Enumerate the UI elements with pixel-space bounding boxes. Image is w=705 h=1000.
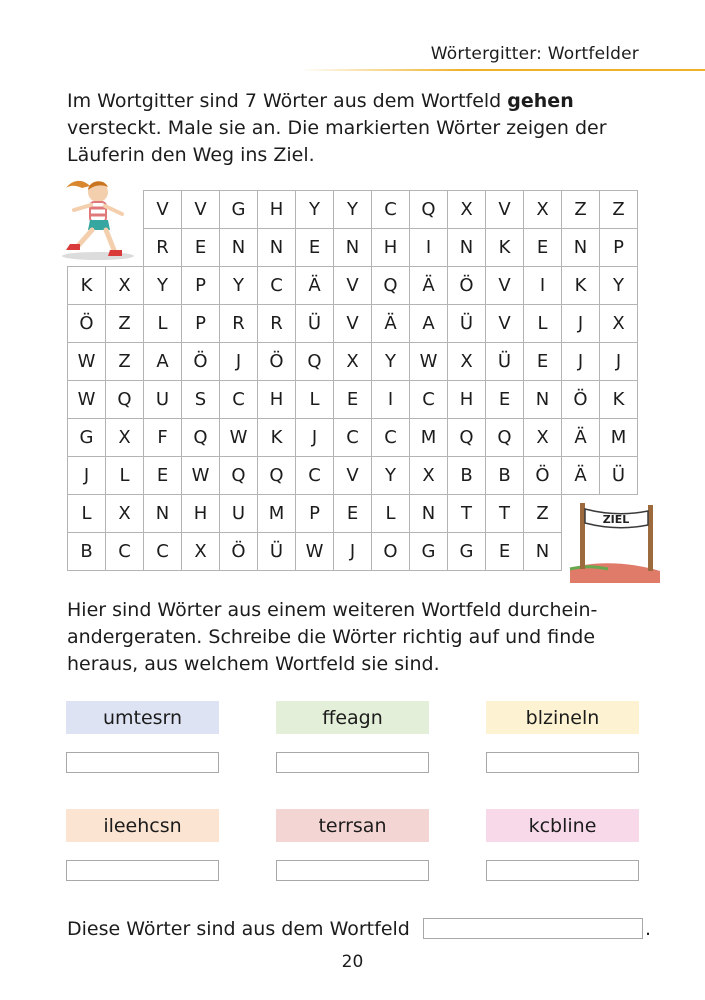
task2-line-3: heraus, aus welchem Wortfeld sie sind. — [67, 653, 440, 675]
grid-letter-cell[interactable]: P — [182, 305, 220, 343]
grid-letter-cell[interactable]: V — [334, 457, 372, 495]
grid-letter-cell[interactable]: Ä — [562, 457, 600, 495]
grid-letter-cell[interactable]: V — [334, 267, 372, 305]
grid-letter-cell[interactable]: G — [448, 533, 486, 571]
grid-letter-cell[interactable]: Ö — [448, 267, 486, 305]
grid-letter-cell[interactable]: Ä — [410, 267, 448, 305]
grid-letter-cell[interactable]: S — [182, 381, 220, 419]
grid-letter-cell[interactable]: N — [144, 495, 182, 533]
grid-letter-cell[interactable]: K — [486, 229, 524, 267]
grid-letter-cell[interactable]: Ö — [68, 305, 106, 343]
task1-line-3: Läuferin den Weg ins Ziel. — [67, 144, 315, 166]
grid-letter-cell[interactable]: B — [486, 457, 524, 495]
grid-letter-cell[interactable]: N — [220, 229, 258, 267]
grid-letter-cell[interactable]: X — [334, 343, 372, 381]
scrambled-word-5: terrsan — [276, 809, 429, 842]
grid-letter-cell[interactable]: W — [410, 343, 448, 381]
grid-letter-cell[interactable]: R — [220, 305, 258, 343]
task1-text: Im Wortgitter sind — [67, 90, 245, 112]
finish-sign-label: ZIEL — [602, 513, 630, 526]
grid-letter-cell[interactable]: Ü — [486, 343, 524, 381]
grid-letter-cell[interactable]: Ö — [562, 381, 600, 419]
grid-letter-cell[interactable]: Z — [524, 495, 562, 533]
grid-letter-cell[interactable]: E — [144, 457, 182, 495]
grid-letter-cell[interactable]: W — [182, 457, 220, 495]
grid-letter-cell[interactable]: B — [448, 457, 486, 495]
grid-letter-cell[interactable]: L — [372, 495, 410, 533]
grid-letter-cell[interactable]: E — [524, 229, 562, 267]
grid-letter-cell[interactable]: L — [524, 305, 562, 343]
grid-letter-cell[interactable]: C — [296, 457, 334, 495]
answer-field-2[interactable] — [276, 752, 429, 773]
grid-letter-cell[interactable]: I — [524, 267, 562, 305]
grid-row — [68, 267, 638, 305]
finish-line-illustration — [568, 497, 662, 583]
grid-letter-cell[interactable]: N — [562, 229, 600, 267]
grid-letter-cell[interactable]: J — [220, 343, 258, 381]
grid-letter-cell[interactable]: C — [220, 381, 258, 419]
grid-letter-cell[interactable]: Z — [600, 191, 638, 229]
grid-letter-cell[interactable]: V — [182, 191, 220, 229]
grid-letter-cell[interactable]: C — [258, 267, 296, 305]
closing-sentence: Diese Wörter sind aus dem Wortfeld — [67, 918, 410, 940]
grid-letter-cell[interactable]: K — [68, 267, 106, 305]
grid-letter-cell[interactable]: F — [144, 419, 182, 457]
answer-field-4[interactable] — [66, 860, 219, 881]
grid-row — [68, 457, 638, 495]
grid-letter-cell[interactable]: E — [334, 381, 372, 419]
grid-letter-cell[interactable]: H — [258, 191, 296, 229]
grid-letter-cell[interactable]: Ü — [448, 305, 486, 343]
grid-letter-cell[interactable]: R — [258, 305, 296, 343]
word-count: 7 — [244, 90, 257, 112]
grid-letter-cell[interactable]: E — [334, 495, 372, 533]
grid-letter-cell[interactable]: H — [182, 495, 220, 533]
grid-letter-cell[interactable]: J — [562, 305, 600, 343]
grid-letter-cell[interactable]: Y — [372, 457, 410, 495]
grid-letter-cell[interactable]: Ä — [296, 267, 334, 305]
grid-letter-cell[interactable]: Z — [562, 191, 600, 229]
grid-empty-cell — [106, 229, 144, 267]
grid-letter-cell[interactable]: C — [372, 419, 410, 457]
grid-empty-cell — [68, 191, 106, 229]
grid-letter-cell[interactable]: V — [486, 191, 524, 229]
grid-letter-cell[interactable]: L — [106, 457, 144, 495]
grid-letter-cell[interactable]: E — [524, 343, 562, 381]
grid-row — [68, 381, 638, 419]
closing-period: . — [645, 918, 652, 940]
answer-field-6[interactable] — [486, 860, 639, 881]
grid-letter-cell[interactable]: Y — [144, 267, 182, 305]
scrambled-word-2: ffeagn — [276, 701, 429, 734]
word-search-grid — [67, 190, 638, 571]
task2-line-1: Hier sind Wörter aus einem weiteren Wortfeld durchein- — [67, 599, 598, 621]
grid-letter-cell[interactable]: V — [144, 191, 182, 229]
wortfeld-keyword: gehen — [507, 90, 574, 112]
grid-letter-cell[interactable]: J — [562, 343, 600, 381]
grid-letter-cell[interactable]: E — [296, 229, 334, 267]
grid-letter-cell[interactable]: X — [448, 343, 486, 381]
grid-letter-cell[interactable]: P — [296, 495, 334, 533]
grid-letter-cell[interactable]: C — [144, 533, 182, 571]
grid-letter-cell[interactable]: E — [486, 533, 524, 571]
grid-letter-cell[interactable]: Ä — [562, 419, 600, 457]
wortfeld-answer-field[interactable] — [423, 918, 643, 939]
grid-letter-cell[interactable]: Q — [372, 267, 410, 305]
answer-field-1[interactable] — [66, 752, 219, 773]
grid-letter-cell[interactable]: N — [258, 229, 296, 267]
page-number: 20 — [341, 952, 364, 972]
grid-letter-cell[interactable]: U — [220, 495, 258, 533]
grid-letter-cell[interactable]: X — [106, 419, 144, 457]
grid-letter-cell[interactable]: M — [258, 495, 296, 533]
grid-letter-cell[interactable]: Ö — [220, 533, 258, 571]
task1-line-2: versteckt. Male sie an. Die markierten Wörter zeigen der — [67, 117, 607, 139]
grid-letter-cell[interactable]: U — [144, 381, 182, 419]
grid-empty-cell — [106, 191, 144, 229]
grid-letter-cell[interactable]: Y — [600, 267, 638, 305]
grid-letter-cell[interactable]: M — [600, 419, 638, 457]
grid-letter-cell[interactable]: Y — [334, 191, 372, 229]
scrambled-word-1: umtesrn — [66, 701, 219, 734]
page-header-title: Wörtergitter: Wortfelder — [430, 44, 639, 64]
grid-letter-cell[interactable]: H — [372, 229, 410, 267]
grid-letter-cell[interactable]: N — [334, 229, 372, 267]
grid-letter-cell[interactable]: Ü — [258, 533, 296, 571]
grid-letter-cell[interactable]: X — [106, 495, 144, 533]
grid-letter-cell[interactable]: Y — [220, 267, 258, 305]
grid-letter-cell[interactable]: O — [372, 533, 410, 571]
grid-letter-cell[interactable]: N — [524, 381, 562, 419]
grid-letter-cell[interactable]: Q — [258, 457, 296, 495]
task2-instructions — [67, 597, 667, 678]
grid-row — [68, 495, 638, 533]
scrambled-word-4: ileehcsn — [66, 809, 219, 842]
grid-letter-cell[interactable]: H — [448, 381, 486, 419]
grid-letter-cell[interactable]: Q — [296, 343, 334, 381]
grid-letter-cell[interactable]: Ö — [524, 457, 562, 495]
grid-empty-cell — [68, 229, 106, 267]
answer-field-3[interactable] — [486, 752, 639, 773]
task1-instructions — [67, 88, 667, 169]
grid-letter-cell[interactable]: Y — [372, 343, 410, 381]
grid-letter-cell[interactable]: K — [562, 267, 600, 305]
grid-row — [68, 343, 638, 381]
grid-letter-cell[interactable]: L — [296, 381, 334, 419]
grid-letter-cell[interactable]: C — [334, 419, 372, 457]
grid-letter-cell[interactable]: A — [144, 343, 182, 381]
grid-letter-cell[interactable]: V — [334, 305, 372, 343]
scrambled-word-3: blzineln — [486, 701, 639, 734]
grid-letter-cell[interactable]: Q — [448, 419, 486, 457]
grid-letter-cell[interactable]: Q — [106, 381, 144, 419]
grid-letter-cell[interactable]: X — [600, 305, 638, 343]
grid-letter-cell[interactable]: L — [68, 495, 106, 533]
grid-letter-cell[interactable]: H — [258, 381, 296, 419]
grid-letter-cell[interactable]: E — [182, 229, 220, 267]
header-accent-rule — [300, 69, 705, 71]
task2-line-2: andergeraten. Schreibe die Wörter richtig auf und finde — [67, 626, 596, 648]
grid-letter-cell[interactable]: C — [106, 533, 144, 571]
grid-letter-cell[interactable]: J — [68, 457, 106, 495]
task1-line-1 — [67, 88, 667, 115]
grid-letter-cell[interactable]: I — [372, 381, 410, 419]
grid-letter-cell[interactable]: C — [410, 381, 448, 419]
grid-letter-cell[interactable]: K — [258, 419, 296, 457]
grid-letter-cell[interactable]: J — [296, 419, 334, 457]
grid-letter-cell[interactable]: W — [68, 381, 106, 419]
grid-letter-cell[interactable]: G — [68, 419, 106, 457]
grid-letter-cell[interactable]: P — [600, 229, 638, 267]
grid-row — [68, 533, 638, 571]
grid-row — [68, 229, 638, 267]
grid-row — [68, 191, 638, 229]
grid-letter-cell[interactable]: Ü — [296, 305, 334, 343]
grid-letter-cell[interactable]: X — [106, 267, 144, 305]
grid-letter-cell[interactable]: G — [220, 191, 258, 229]
grid-letter-cell[interactable]: C — [372, 191, 410, 229]
grid-letter-cell[interactable]: Ä — [372, 305, 410, 343]
grid-letter-cell[interactable]: R — [144, 229, 182, 267]
grid-letter-cell[interactable]: T — [448, 495, 486, 533]
grid-letter-cell[interactable]: X — [524, 419, 562, 457]
grid-letter-cell[interactable]: Q — [182, 419, 220, 457]
grid-letter-cell[interactable]: W — [296, 533, 334, 571]
grid-letter-cell[interactable]: Y — [296, 191, 334, 229]
grid-letter-cell[interactable]: A — [410, 305, 448, 343]
grid-letter-cell[interactable]: I — [410, 229, 448, 267]
grid-letter-cell[interactable]: N — [410, 495, 448, 533]
grid-letter-cell[interactable]: X — [410, 457, 448, 495]
grid-letter-cell[interactable]: W — [68, 343, 106, 381]
grid-letter-cell[interactable]: M — [410, 419, 448, 457]
grid-letter-cell[interactable]: Q — [410, 191, 448, 229]
grid-letter-cell[interactable]: G — [410, 533, 448, 571]
grid-letter-cell[interactable]: J — [600, 343, 638, 381]
grid-letter-cell[interactable]: Ö — [258, 343, 296, 381]
grid-letter-cell[interactable]: Z — [106, 343, 144, 381]
grid-letter-cell[interactable]: T — [486, 495, 524, 533]
grid-letter-cell[interactable]: N — [448, 229, 486, 267]
grid-letter-cell[interactable]: K — [600, 381, 638, 419]
grid-row — [68, 305, 638, 343]
answer-field-5[interactable] — [276, 860, 429, 881]
grid-letter-cell[interactable]: B — [68, 533, 106, 571]
grid-letter-cell[interactable]: Ö — [182, 343, 220, 381]
grid-letter-cell[interactable]: Ü — [600, 457, 638, 495]
grid-letter-cell[interactable]: X — [524, 191, 562, 229]
grid-letter-cell[interactable]: X — [182, 533, 220, 571]
grid-letter-cell[interactable]: N — [524, 533, 562, 571]
task1-text: Wörter aus dem Wortfeld — [256, 90, 508, 112]
grid-row — [68, 419, 638, 457]
grid-letter-cell[interactable]: J — [334, 533, 372, 571]
grid-letter-cell[interactable]: E — [486, 381, 524, 419]
scrambled-word-6: kcbline — [486, 809, 639, 842]
grid-letter-cell[interactable]: Q — [220, 457, 258, 495]
grid-letter-cell[interactable]: L — [144, 305, 182, 343]
grid-letter-cell[interactable]: V — [486, 267, 524, 305]
grid-letter-cell[interactable]: V — [486, 305, 524, 343]
grid-letter-cell[interactable]: X — [448, 191, 486, 229]
grid-letter-cell[interactable]: Z — [106, 305, 144, 343]
grid-letter-cell[interactable]: W — [220, 419, 258, 457]
grid-letter-cell[interactable]: P — [182, 267, 220, 305]
grid-letter-cell[interactable]: Q — [486, 419, 524, 457]
